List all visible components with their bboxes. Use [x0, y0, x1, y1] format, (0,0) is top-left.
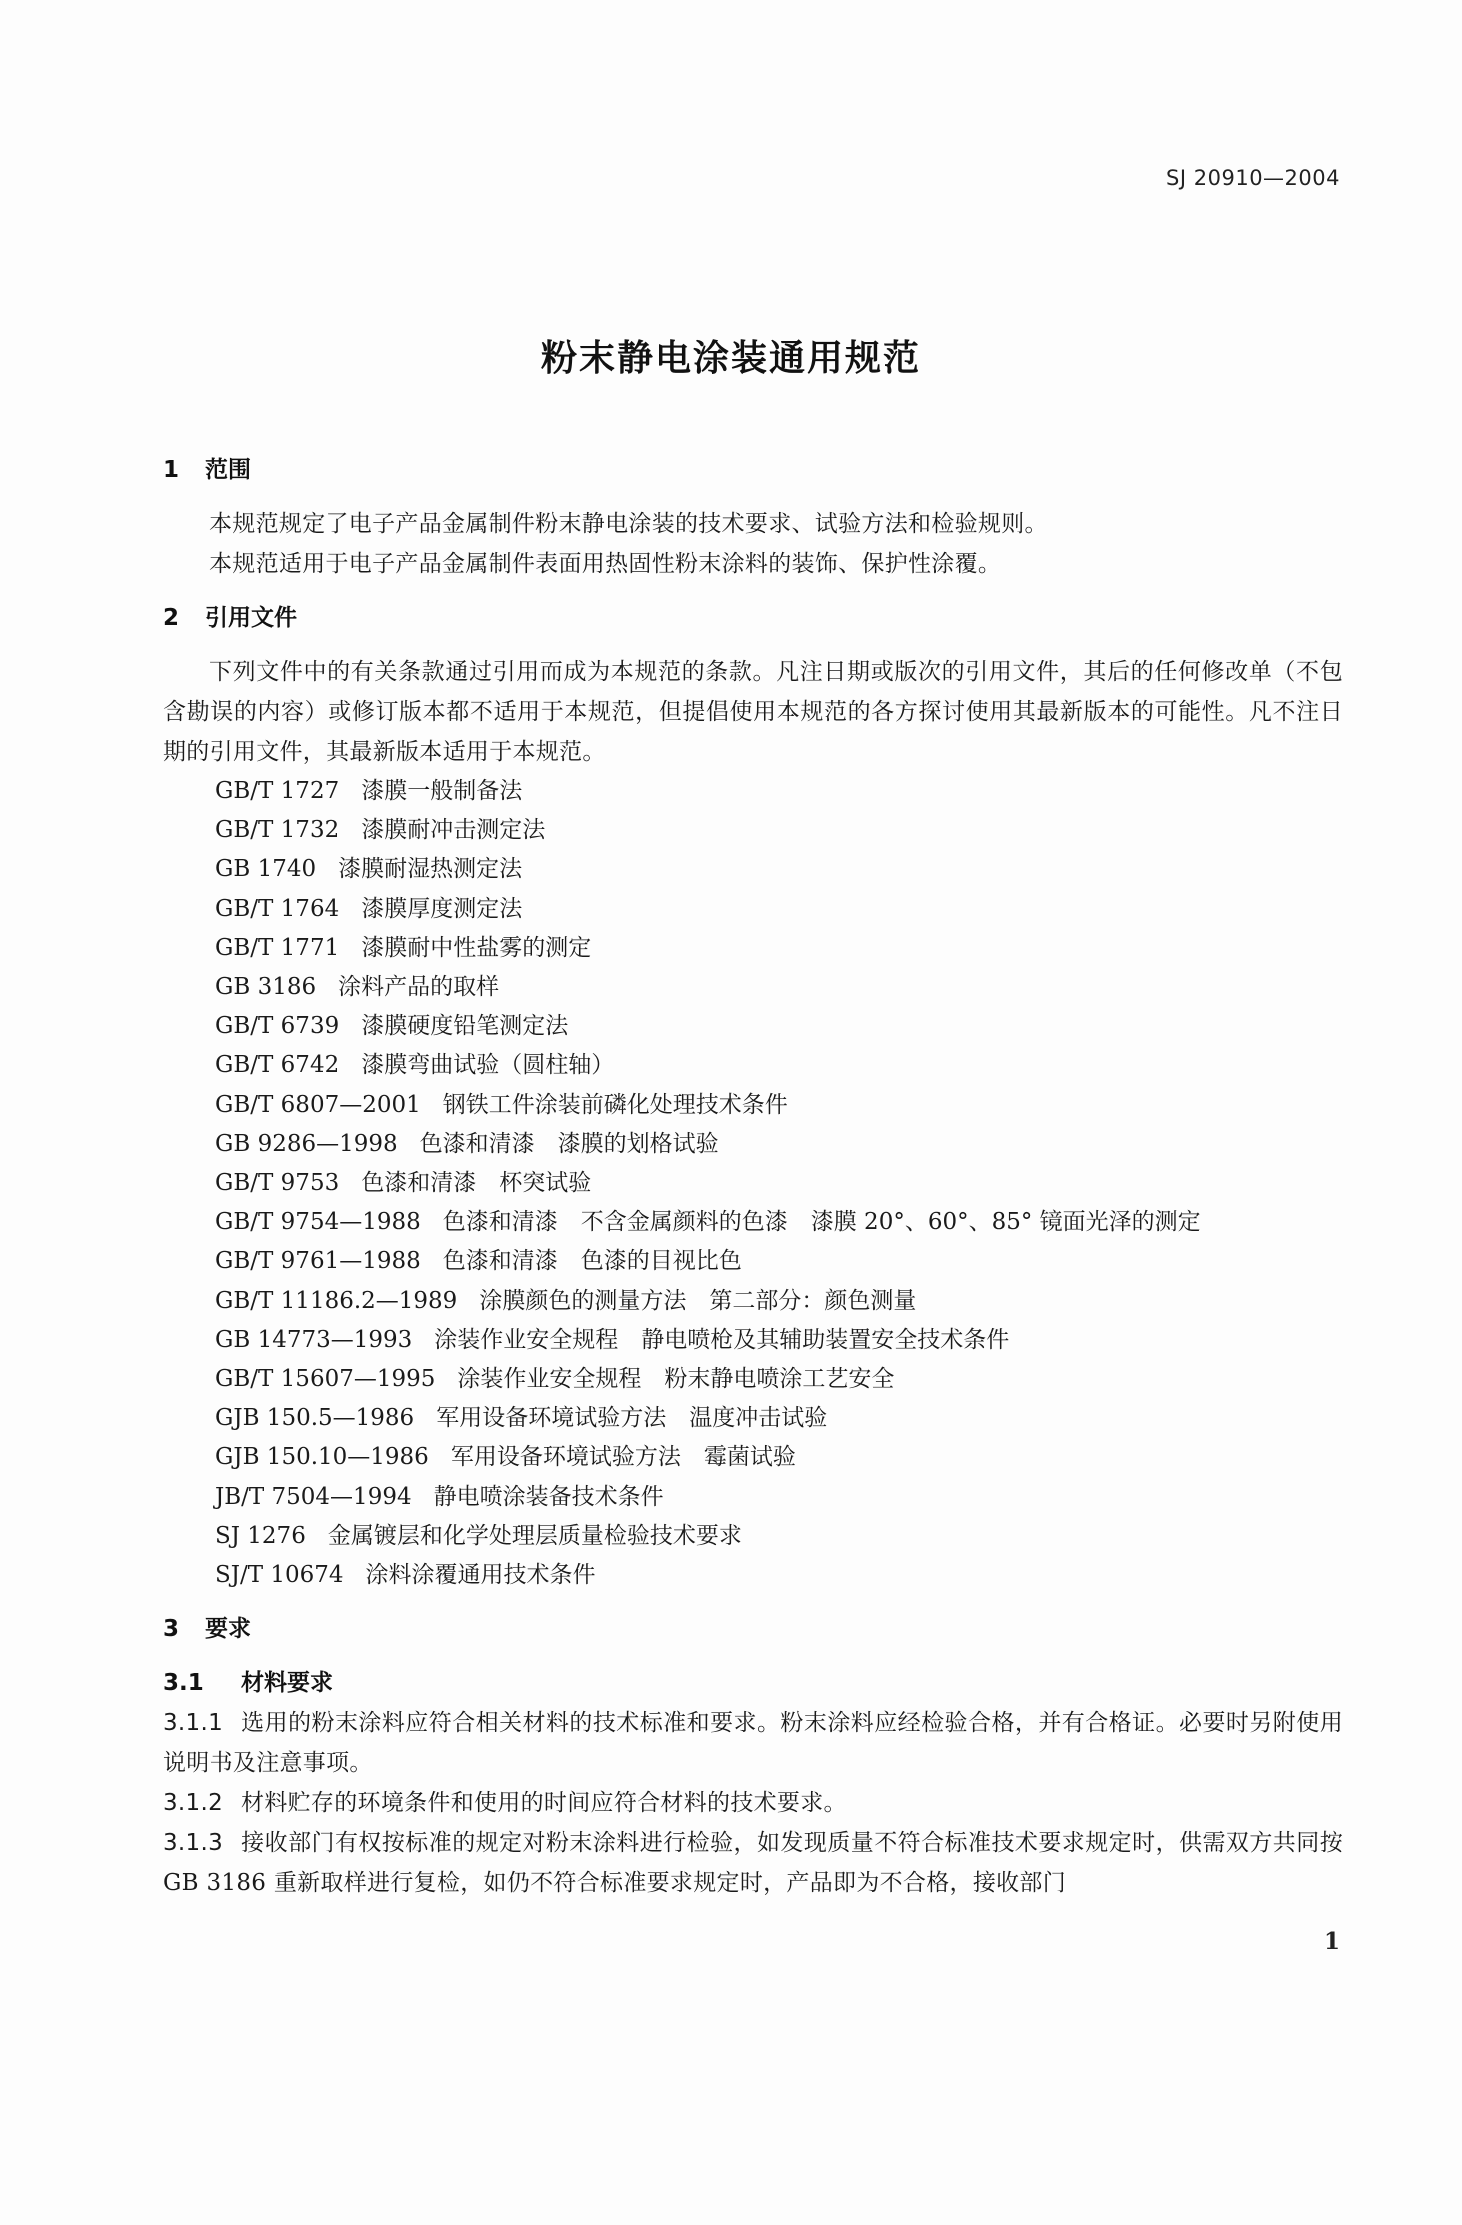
reference-code: GJB 150.10—1986: [215, 1444, 429, 1471]
reference-title: 漆膜硬度铅笔测定法: [361, 1013, 569, 1040]
reference-title: 涂料涂覆通用技术条件: [365, 1562, 596, 1589]
reference-item: [215, 1556, 1343, 1595]
reference-title: 漆膜耐冲击测定法: [361, 817, 546, 844]
standard-number: SJ 20910—2004: [1166, 166, 1340, 190]
subsection-heading-materials: [163, 1663, 1343, 1703]
reference-item: [215, 890, 1343, 929]
reference-code: GB 14773—1993: [215, 1326, 413, 1353]
reference-item: [215, 1360, 1343, 1399]
reference-item: [215, 1438, 1343, 1477]
reference-code: GB/T 1732: [215, 817, 340, 844]
subsection-number: 3.1: [163, 1670, 204, 1697]
reference-code: SJ 1276: [215, 1522, 306, 1549]
reference-title: 涂料产品的取样: [338, 974, 500, 1001]
reference-title: 漆膜一般制备法: [361, 778, 523, 804]
reference-list: [163, 772, 1343, 1595]
reference-item: [215, 1321, 1343, 1360]
page-number: 1: [1323, 1928, 1340, 1955]
reference-code: GB/T 1727: [215, 778, 340, 804]
reference-title: 静电喷涂装备技术条件: [433, 1483, 664, 1510]
reference-item: [215, 850, 1343, 889]
reference-item: [215, 1046, 1343, 1085]
section-number: 2: [163, 605, 180, 631]
section-number: 1: [163, 457, 180, 483]
reference-code: GB/T 6739: [215, 1013, 340, 1040]
scope-paragraph: 本规范规定了电子产品金属制件粉末静电涂装的技术要求、试验方法和检验规则。: [209, 511, 1048, 537]
clause-text: 材料贮存的环境条件和使用的时间应符合材料的技术要求。: [241, 1790, 847, 1817]
scope-paragraph: 本规范适用于电子产品金属制件表面用热固性粉末涂料的装饰、保护性涂覆。: [209, 551, 1002, 577]
reference-item: [215, 1478, 1343, 1517]
reference-title: 漆膜耐中性盐雾的测定: [361, 934, 592, 961]
section-number: 3: [163, 1616, 180, 1643]
reference-item: [215, 772, 1343, 811]
reference-title: 涂装作业安全规程 静电喷枪及其辅助装置安全技术条件: [434, 1326, 1010, 1353]
reference-title: 漆膜厚度测定法: [361, 895, 523, 922]
reference-code: GB/T 9753: [215, 1170, 340, 1197]
reference-code: GB/T 6807—2001: [215, 1091, 421, 1118]
reference-item: [215, 1125, 1343, 1164]
reference-code: GB/T 1771: [215, 934, 340, 961]
reference-title: 军用设备环境试验方法 温度冲击试验: [436, 1405, 828, 1432]
section-title: 引用文件: [205, 605, 297, 631]
section-title: 范围: [205, 457, 251, 483]
reference-title: 色漆和清漆 色漆的目视比色: [442, 1248, 742, 1275]
reference-item: [215, 1242, 1343, 1281]
reference-title: 军用设备环境试验方法 霉菌试验: [450, 1444, 796, 1471]
reference-item: [215, 929, 1343, 968]
clause: [163, 1783, 1343, 1823]
clause: [163, 1703, 1343, 1783]
reference-title: 涂装作业安全规程 粉末静电喷涂工艺安全: [457, 1366, 895, 1393]
clause: [163, 1823, 1343, 1903]
reference-title: 色漆和清漆 漆膜的划格试验: [419, 1130, 719, 1157]
reference-code: GB/T 1764: [215, 895, 340, 922]
clause-number: 3.1.1: [163, 1710, 224, 1737]
reference-title: 钢铁工件涂装前磷化处理技术条件: [442, 1091, 788, 1118]
reference-item: [215, 968, 1343, 1007]
reference-item: [215, 1282, 1343, 1321]
clause-number: 3.1.2: [163, 1790, 224, 1817]
reference-item: [215, 1164, 1343, 1203]
references-intro: 下列文件中的有关条款通过引用而成为本规范的条款。凡注日期或版次的引用文件，其后的任何修改单（不包含勘误的内容）或修订版本都不适用于本规范，但提倡使用本规范的各方探讨使用其最新版本的可能性。凡不注日期的引用文件，其最新版本适用于本规范。: [163, 659, 1343, 765]
section-heading-references: [163, 598, 1343, 638]
reference-code: GB 9286—1998: [215, 1130, 398, 1157]
reference-item: [215, 1086, 1343, 1125]
reference-item: [215, 1399, 1343, 1438]
reference-title: 金属镀层和化学处理层质量检验技术要求: [327, 1522, 742, 1549]
reference-code: JB/T 7504—1994: [215, 1483, 412, 1510]
reference-code: GJB 150.5—1986: [215, 1405, 415, 1432]
clause-text: 接收部门有权按标准的规定对粉末涂料进行检验，如发现质量不符合标准技术要求规定时，供需双方共同按 GB 3186 重新取样进行复检，如仍不符合标准要求规定时，产品即为不合格，接收部门: [163, 1830, 1343, 1897]
document-title: 粉末静电涂装通用规范: [540, 338, 921, 379]
document-body: [163, 450, 1343, 1903]
reference-code: GB 3186: [215, 974, 317, 1001]
reference-code: GB 1740: [215, 856, 317, 883]
reference-title: 漆膜耐湿热测定法: [338, 856, 523, 883]
section-title: 要求: [205, 1616, 251, 1643]
subsection-title: 材料要求: [241, 1670, 333, 1697]
reference-title: 涂膜颜色的测量方法 第二部分：颜色测量: [479, 1287, 917, 1314]
reference-title: 漆膜弯曲试验（圆柱轴）: [361, 1052, 615, 1079]
section-heading-requirements: [163, 1609, 1343, 1649]
clause-text: 选用的粉末涂料应符合相关材料的技术标准和要求。粉末涂料应经检验合格，并有合格证。必要时另附使用说明书及注意事项。: [163, 1710, 1343, 1777]
reference-item: [215, 811, 1343, 850]
reference-code: GB/T 11186.2—1989: [215, 1287, 458, 1314]
section-heading-scope: [163, 450, 1343, 490]
clause-number: 3.1.3: [163, 1830, 224, 1857]
reference-title: 色漆和清漆 不含金属颜料的色漆 漆膜 20°、60°、85° 镜面光泽的测定: [442, 1209, 1201, 1236]
reference-code: GB/T 9754—1988: [215, 1209, 421, 1236]
reference-code: GB/T 9761—1988: [215, 1248, 421, 1275]
reference-title: 色漆和清漆 杯突试验: [361, 1170, 592, 1197]
reference-code: SJ/T 10674: [215, 1562, 344, 1589]
reference-code: GB/T 15607—1995: [215, 1366, 436, 1393]
reference-code: GB/T 6742: [215, 1052, 340, 1079]
reference-item: [215, 1007, 1343, 1046]
reference-item: [215, 1517, 1343, 1556]
reference-item: [215, 1203, 1343, 1242]
